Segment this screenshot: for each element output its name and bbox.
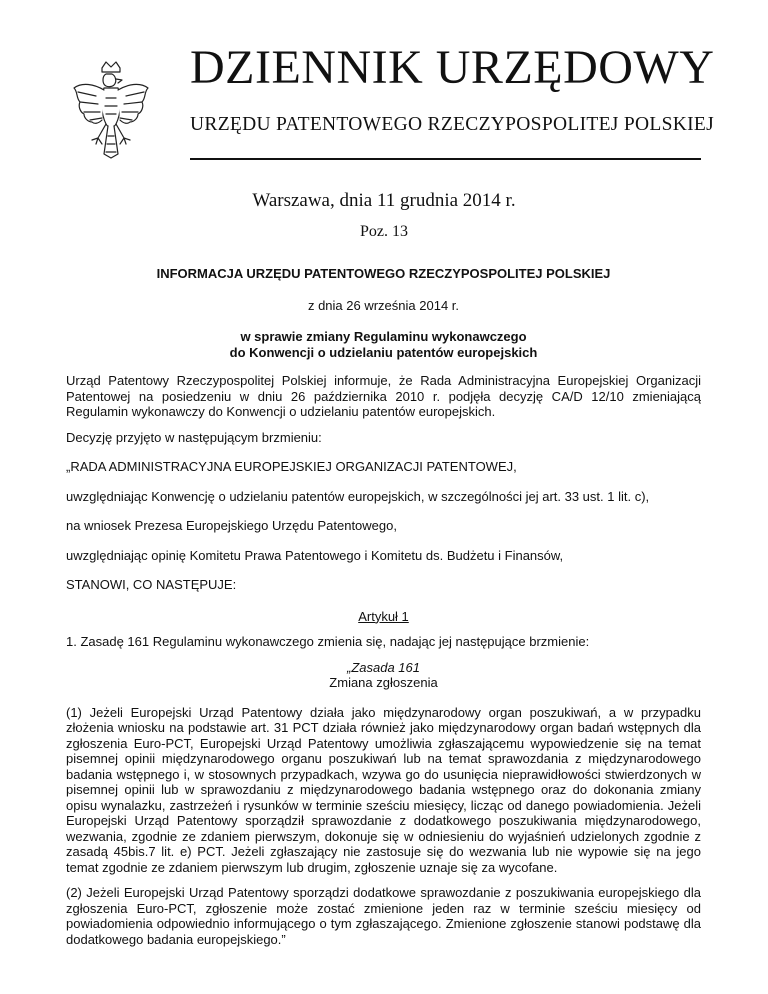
council-name: „RADA ADMINISTRACYJNA EUROPEJSKIEJ ORGANIZACJI PATENTOWEJ, [66,459,517,474]
resolves-line: STANOWI, CO NASTĘPUJE: [66,577,237,592]
article-title [66,609,701,625]
document-heading: INFORMACJA URZĘDU PATENTOWEGO RZECZYPOSPOLITEJ POLSKIEJ [156,266,611,281]
rule-title: „Zasada 161 [347,659,420,675]
recital-2: na wniosek Prezesa Europejskiego Urzędu Patentowego, [66,518,397,533]
journal-title: DZIENNIK URZĘDOWY [190,41,715,94]
article-point-1: 1. Zasadę 161 Regulaminu wykonawczego zmienia się, nadając jej następujące brzmienie: [66,634,590,649]
intro-paragraph: Urząd Patentowy Rzeczypospolitej Polskiej informuje, że Rada Administracyjna Europejskiej Organizacji Patentowej na posiedzeniu w dniu 26 października 2010 r. podjęła decyzję CA/D 12/10 zmieniającą Regulamin wykonawczy do Konwencji o udzielaniu patentów europejskich. [66,373,701,419]
white-eagle-emblem-icon [66,58,156,168]
decision-intro: Decyzję przyjęto w następującym brzmieniu: [66,429,322,445]
header-divider [190,158,701,160]
rule-subtitle: Zmiana zgłoszenia [329,675,438,690]
recital-1: uwzględniając Konwencję o udzielaniu patentów europejskich, w szczególności jej art. 33 ust. 1 lit. c), [66,488,650,504]
document-body [66,266,701,947]
rule-paragraph-2: (2) Jeżeli Europejski Urząd Patentowy sporządzi dodatkowe sprawozdanie z poszukiwania europejskiego dla zgłoszenia Euro-PCT, zgłoszenie może zostać zmienione jeden raz w terminie sześciu miesięcy od powiadomienia odpowiednio informującego o tym zgłaszającego. Zmienione zgłoszenie stanowi podstawę dla dodatkowego badania europejskiego.” [66,885,701,947]
recital-3: uwzględniając opinię Komitetu Prawa Patentowego i Komitetu ds. Budżetu i Finansów, [66,547,564,563]
journal-subtitle: URZĘDU PATENTOWEGO RZECZYPOSPOLITEJ POLSKIEJ [190,114,715,135]
subject-line-2: do Konwencji o udzielaniu patentów europejskich [229,344,538,360]
place-date: Warszawa, dnia 11 grudnia 2014 r. [252,190,516,211]
article-title-text: Artykuł 1 [358,608,409,624]
subject-line-1: w sprawie zmiany Regulaminu wykonawczego [240,329,527,344]
position-number: Poz. 13 [360,223,408,240]
document-date: z dnia 26 września 2014 r. [307,297,460,313]
rule-paragraph-1: (1) Jeżeli Europejski Urząd Patentowy działa jako międzynarodowy organ poszukiwań, a w przypadku złożenia wniosku na podstawie art. 31 PCT działa również jako międzynarodowy organ badań wstępnych dla zgłoszenia Euro-PCT, Europejski Urząd Patentowy umożliwia zgłaszającemu wypowiedzenie się na temat pisemnej opinii międzynarodowego organu poszukiwań lub na temat sprawozdania z międzynarodowego badania wstępnego i, w stosownych przypadkach, wzywa go do usunięcia nieprawidłowości stwierdzonych w pisemnej opinii lub w sprawozdaniu z międzynarodowego badania wstępnego oraz do dokonania zmiany opisu wynalazku, zastrzeżeń i rysunków w terminie sześciu miesięcy, licząc od danego powiadomienia. Jeżeli Europejski Urząd Patentowy sporządził sprawozdanie z dodatkowego poszukiwania międzynarodowego, wezwania, zgodnie ze zdaniem pierwszym, dokonuje się w odniesieniu do wyjaśnień udzielonych zgodnie z zasadą 45bis.7 lit. e) PCT. Jeżeli zgłaszający nie zastosuje się do wezwania lub nie wypowie się na jego temat zgodnie ze zdaniem pierwszym lub drugim, zgłoszenie uznaje się za wycofane. [66,704,701,875]
